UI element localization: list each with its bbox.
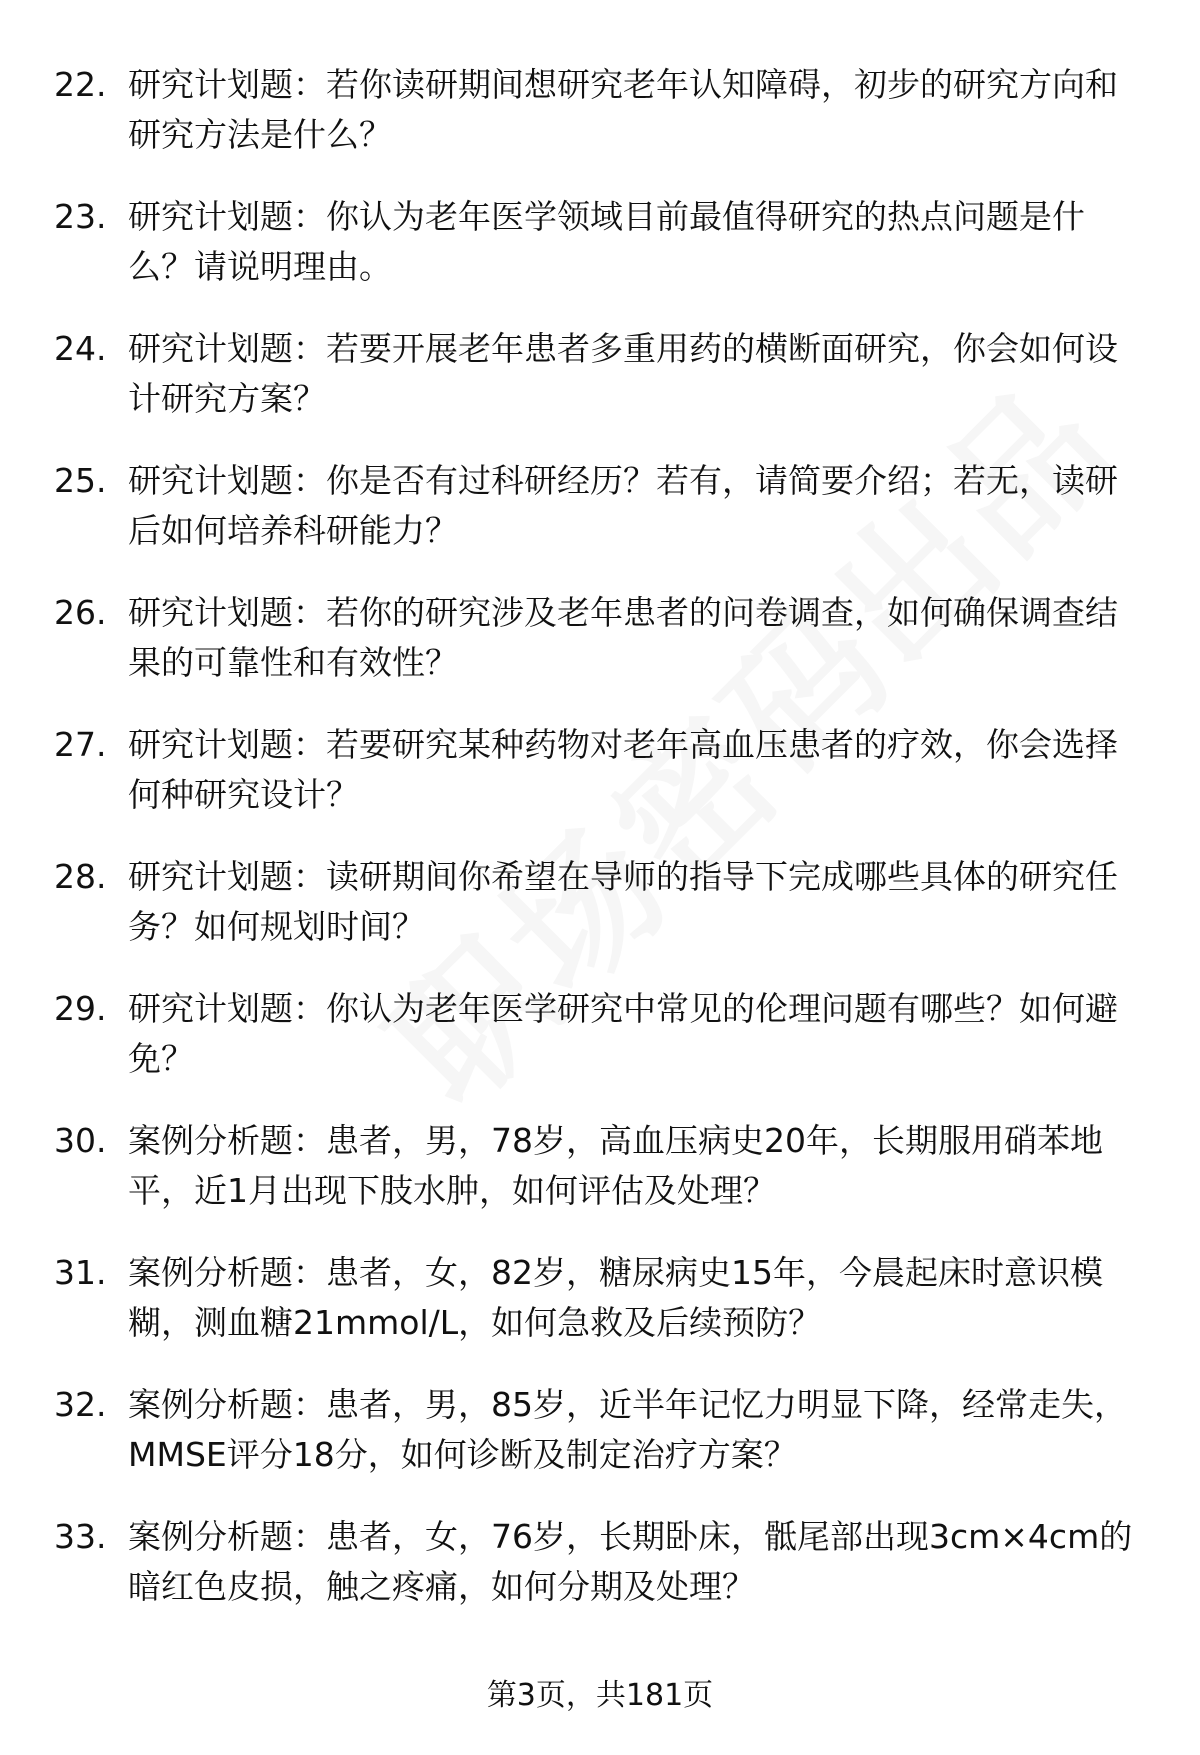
list-item [0, 720, 1200, 852]
question-text: 研究计划题：你认为老年医学研究中常见的伦理问题有哪些？如何避免？ [128, 989, 1118, 1078]
question-text: 案例分析题：患者，男，85岁，近半年记忆力明显下降，经常走失，MMSE评分18分，如何诊断及制定治疗方案？ [128, 1385, 1127, 1474]
list-item [0, 1116, 1200, 1248]
question-number: 23. [54, 197, 107, 236]
page-footer: 第3页，共181页 [486, 1678, 714, 1713]
list-item [0, 1380, 1200, 1512]
list-item [0, 456, 1200, 588]
question-text: 研究计划题：若你的研究涉及老年患者的问卷调查，如何确保调查结果的可靠性和有效性？ [128, 593, 1118, 682]
question-number: 33. [54, 1517, 107, 1556]
question-text: 研究计划题：若你读研期间想研究老年认知障碍，初步的研究方向和研究方法是什么？ [128, 65, 1118, 154]
question-number: 22. [54, 65, 107, 104]
question-number: 25. [54, 461, 107, 500]
question-text: 案例分析题：患者，女，76岁，长期卧床，骶尾部出现3cm×4cm的暗红色皮损，触之疼痛，如何分期及处理？ [128, 1517, 1133, 1606]
question-text: 案例分析题：患者，女，82岁，糖尿病史15年，今晨起床时意识模糊，测血糖21mmol/L，如何急救及后续预防？ [128, 1253, 1103, 1342]
list-item [0, 588, 1200, 720]
question-text: 研究计划题：读研期间你希望在导师的指导下完成哪些具体的研究任务？如何规划时间？ [128, 857, 1118, 946]
question-number: 31. [54, 1253, 107, 1292]
list-item [0, 192, 1200, 324]
list-item [0, 60, 1200, 192]
question-number: 27. [54, 725, 107, 764]
question-number: 28. [54, 857, 107, 896]
question-number: 32. [54, 1385, 107, 1424]
list-item [0, 324, 1200, 456]
question-number: 26. [54, 593, 107, 632]
question-list [0, 60, 1200, 1644]
question-text: 研究计划题：若要开展老年患者多重用药的横断面研究，你会如何设计研究方案？ [128, 329, 1118, 418]
question-text: 案例分析题：患者，男，78岁，高血压病史20年，长期服用硝苯地平，近1月出现下肢水肿，如何评估及处理？ [128, 1121, 1103, 1210]
list-item [0, 1248, 1200, 1380]
question-number: 24. [54, 329, 107, 368]
question-text: 研究计划题：你认为老年医学领域目前最值得研究的热点问题是什么？请说明理由。 [128, 197, 1085, 286]
list-item [0, 852, 1200, 984]
list-item [0, 1512, 1200, 1644]
question-text: 研究计划题：你是否有过科研经历？若有，请简要介绍；若无，读研后如何培养科研能力？ [128, 461, 1118, 550]
question-number: 30. [54, 1121, 107, 1160]
question-number: 29. [54, 989, 107, 1028]
question-text: 研究计划题：若要研究某种药物对老年高血压患者的疗效，你会选择何种研究设计？ [128, 725, 1118, 814]
list-item [0, 984, 1200, 1116]
